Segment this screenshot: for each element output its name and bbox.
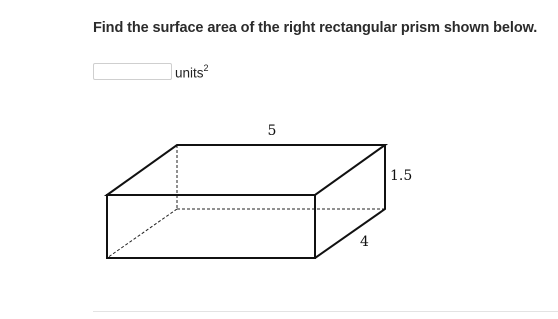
unit-label: units xyxy=(175,65,204,81)
length-label: 5 xyxy=(267,123,277,139)
top-face xyxy=(107,145,385,195)
right-face-edges xyxy=(315,145,385,258)
hidden-edge-left-bottom xyxy=(107,209,177,258)
depth-label: 4 xyxy=(360,234,369,250)
question-prompt: Find the surface area of the right rectangular prism shown below. xyxy=(93,20,538,36)
bottom-divider xyxy=(93,311,558,312)
unit-exponent: 2 xyxy=(203,63,209,73)
front-face xyxy=(107,195,315,258)
height-label: 1.5 xyxy=(390,168,413,184)
